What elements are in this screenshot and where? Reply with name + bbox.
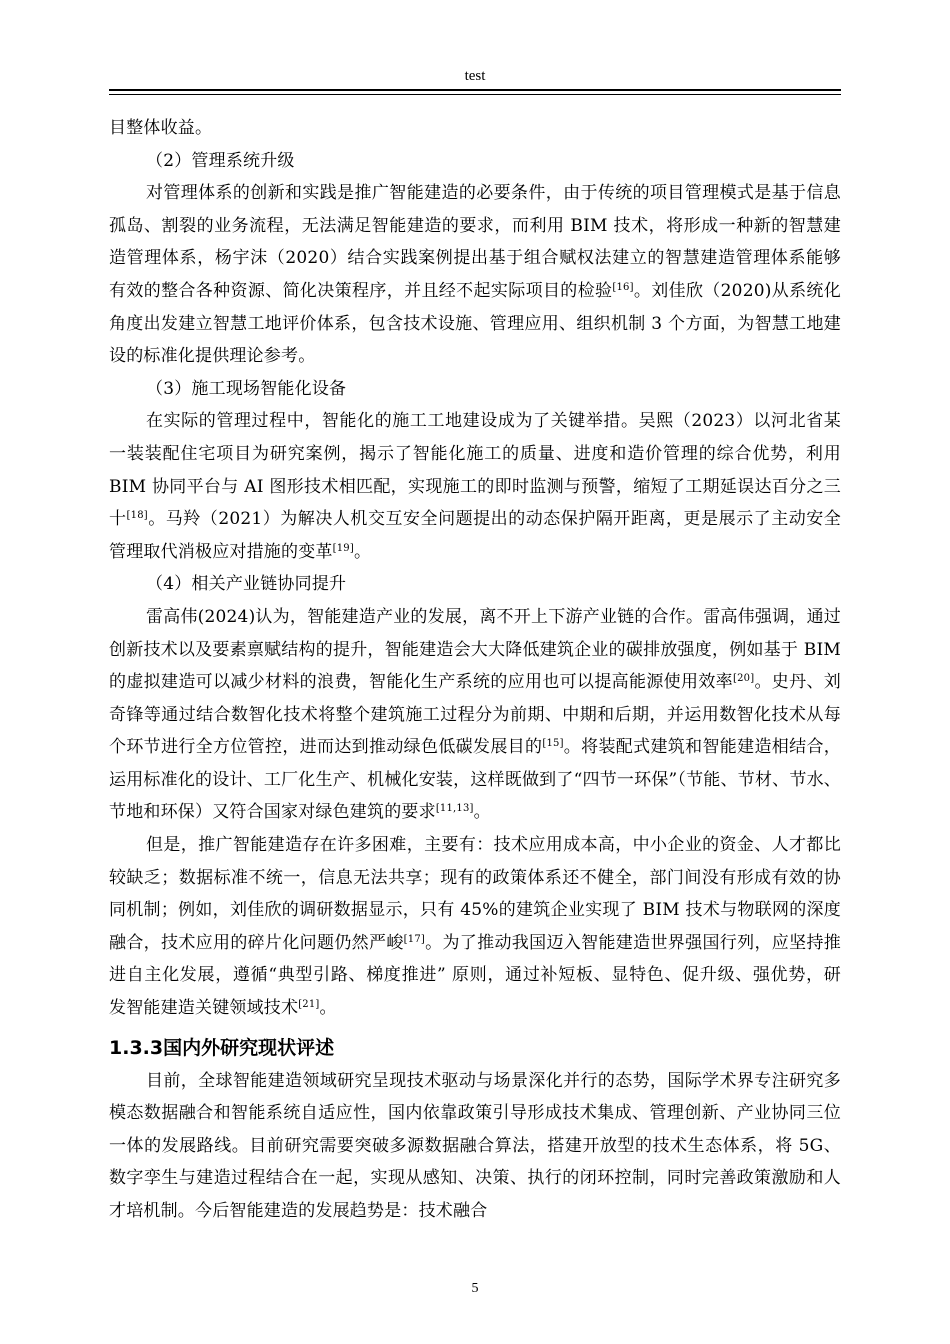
subheading-management-system: （2）管理系统升级 <box>146 150 295 171</box>
citation: [11,13] <box>435 803 474 815</box>
subheading-site-equipment: （3）施工现场智能化设备 <box>146 378 347 399</box>
page-header: test <box>464 68 486 84</box>
body-content <box>109 112 841 1228</box>
citation: [16] <box>612 281 634 293</box>
paragraph-difficulties: 但是，推广智能建造存在许多困难，主要有：技术应用成本高，中小企业的资金、人才都比较缺乏；数据标准不统一，信息无法共享；现有的政策体系还不健全，部门间没有形成有效的协同机制；例如，刘佳欣的调研数据显示，只有 45%的建筑企业实现了 BIM 技术与物联网的深度融合，技术应用的碎片化问题仍然严峻[17]。为了推动我国迈入智能建造世界强国行列，应坚持推进自主化发展，遵循“典型引路、梯度推进” 原则，通过补短板、显特色、促升级、强优势，研 发智能建造关键领域技术[21]。 <box>109 835 841 1019</box>
citation: [18] <box>126 510 148 522</box>
section-heading: 1.3.3国内外研究现状评述 <box>109 1036 335 1059</box>
paragraph-industry-chain: 雷高伟(2024)认为，智能建造产业的发展，离不开上下游产业链的合作。雷高伟强调，通过创新技术以及要素禀赋结构的提升，智能建造会大大降低建筑企业的碳排放强度，例如基于 BIM 的虚拟建造可以减少材料的浪费，智能化生产系统的应用也可以提高能源使用效率[20]。史丹、刘奇锋等通过结合数智化技术将整个建筑施工过程分为前期、中期和后期，并运用数智化技术从每个环节进行全方位管控，进而达到推动绿色低碳发展目的[15]。将装配式建筑和智能建造相结合，运用标准化的设计、工厂化生产、机械化安装，这样既做到了“四节一环保”（节能、节材、节水、节地和环保）又符合国家对绿色建筑的要求[11,13]。 <box>109 606 842 823</box>
paragraph-review: 目前，全球智能建造领域研究呈现技术驱动与场景深化并行的态势，国际学术界专注研究多模态数据融合和智能系统自适应性，国内依靠政策引导形成技术集成、管理创新、产业协同三位一体的发展路线。目前研究需要突破多源数据融合算法，搭建开放型的技术生态体系，将 5G、数字孪生与建造过程结合在一起，实现从感知、决策、执行的闭环控制，同时完善政策激励和人才培机制。今后智能建造的发展趋势是：技术融合 <box>109 1070 841 1221</box>
citation: [21] <box>298 999 320 1011</box>
citation: [19] <box>332 542 354 554</box>
header-rule-thick <box>109 89 841 91</box>
page-number: 5 <box>471 1281 479 1296</box>
citation: [17] <box>403 933 425 945</box>
paragraph-site-equipment: 在实际的管理过程中，智能化的施工工地建设成为了关键举措。吴熙（2023）以河北省某一装装配住宅项目为研究案例，揭示了智能化施工的质量、进度和造价管理的综合优势，利用 BIM 协同平台与 AI 图形技术相匹配，实现施工的即时监测与预警，缩短了工期延误达百分之三十[18]。马羚（2021）为解决人机交互安全问题提出的动态保护隔开距离，更是展示了主动安全管理取代消极应对措施的变革[19]。 <box>109 411 842 562</box>
subheading-industry-chain: （4）相关产业链协同提升 <box>146 574 347 595</box>
paragraph-continuation: 目整体收益。 <box>109 118 213 138</box>
citation: [20] <box>733 673 755 685</box>
header-rule-thin <box>109 94 841 95</box>
paragraph-management-system: 对管理体系的创新和实践是推广智能建造的必要条件，由于传统的项目管理模式是基于信息孤岛、割裂的业务流程，无法满足智能建造的要求，而利用 BIM 技术，将形成一种新的智慧建造管理体系，杨宇沫（2020）结合实践案例提出基于组合赋权法建立的智慧建造管理体系能够有效的整合各种资源、简化决策程序，并且经不起实际项目的检验[16]。刘佳欣（2020)从系统化角度出发建立智慧工地评价体系，包含技术设施、管理应用、组织机制 3 个方面，为智慧工地建设的标准化提供理论参考。 <box>109 183 841 367</box>
citation: [15] <box>542 738 564 750</box>
